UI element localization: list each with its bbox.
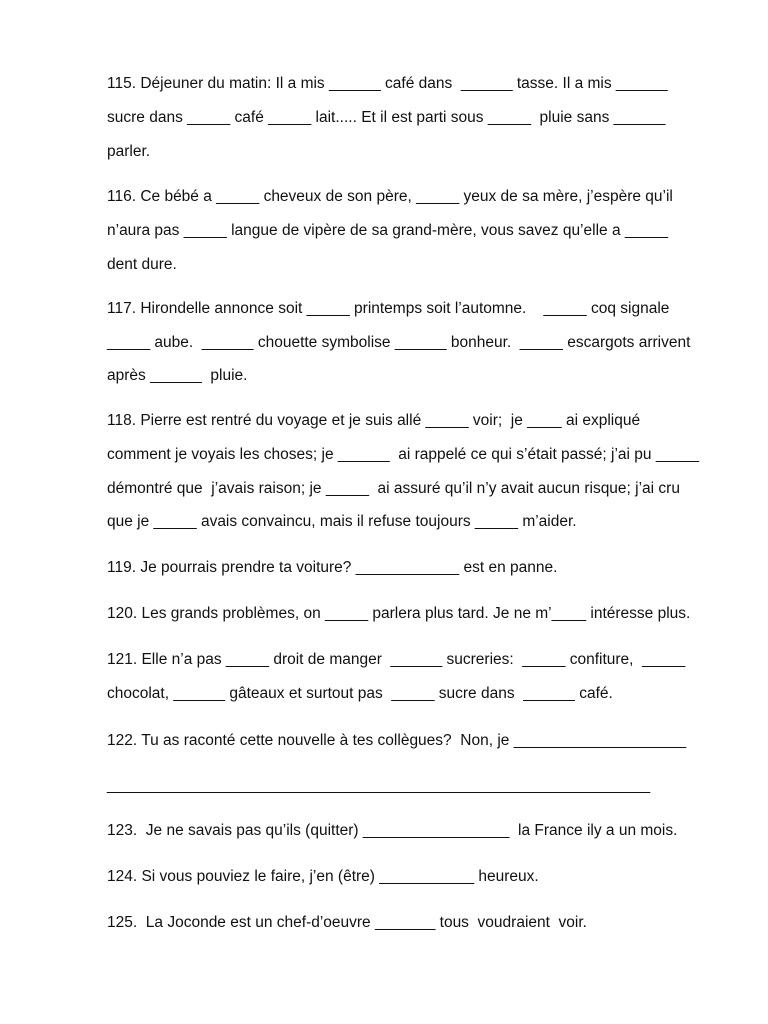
exercise-115-line-3: parler. xyxy=(107,143,151,160)
exercise-116-line-3: dent dure. xyxy=(107,256,177,273)
exercise-120-line-1: 120. Les grands problèmes, on _____ parlera plus tard. Je ne m’____ intéresse plus. xyxy=(107,605,691,622)
exercise-123-line-1: 123. Je ne savais pas qu’ils (quitter) _________________ la France ily a un mois. xyxy=(107,822,678,839)
exercise-118-line-4: que je _____ avais convaincu, mais il refuse toujours _____ m’aider. xyxy=(107,513,577,530)
exercise-115-line-1: 115. Déjeuner du matin: Il a mis ______ café dans ______ tasse. Il a mis ______ xyxy=(107,75,668,92)
exercise-117-line-1: 117. Hirondelle annonce soit _____ printemps soit l’automne. _____ coq signale xyxy=(107,300,670,317)
exercise-115-line-2: sucre dans _____ café _____ lait..... Et il est parti sous _____ pluie sans ______ xyxy=(107,109,666,126)
exercise-119-line-1: 119. Je pourrais prendre ta voiture? ____________ est en panne. xyxy=(107,559,558,576)
exercise-118-line-1: 118. Pierre est rentré du voyage et je suis allé _____ voir; je ____ ai expliqué xyxy=(107,412,641,429)
exercise-117-line-3: après ______ pluie. xyxy=(107,367,248,384)
exercise-118-line-3: démontré que j’avais raison; je _____ ai assuré qu’il n’y avait aucun risque; j’ai cru xyxy=(107,480,680,497)
exercise-122-line-1: 122. Tu as raconté cette nouvelle à tes collègues? Non, je ____________________ xyxy=(107,732,687,749)
exercise-124-line-1: 124. Si vous pouviez le faire, j’en (être) ___________ heureux. xyxy=(107,868,539,885)
exercise-116-line-2: n’aura pas _____ langue de vipère de sa grand-mère, vous savez qu’elle a _____ xyxy=(107,222,668,239)
exercise-117-line-2: _____ aube. ______ chouette symbolise ______ bonheur. _____ escargots arrivent xyxy=(107,334,691,351)
exercise-125-line-1: 125. La Joconde est un chef-d’oeuvre _______ tous voudraient voir. xyxy=(107,914,587,931)
exercise-122-answer-line: _______________________________________________________________ xyxy=(107,777,651,794)
exercise-116-line-1: 116. Ce bébé a _____ cheveux de son père, _____ yeux de sa mère, j’espère qu’il xyxy=(107,188,673,205)
exercise-121-line-2: chocolat, ______ gâteaux et surtout pas _____ sucre dans ______ café. xyxy=(107,685,613,702)
exercise-121-line-1: 121. Elle n’a pas _____ droit de manger ______ sucreries: _____ confiture, _____ xyxy=(107,651,686,668)
exercise-118-line-2: comment je voyais les choses; je ______ ai rappelé ce qui s’était passé; j’ai pu _____ xyxy=(107,446,699,463)
